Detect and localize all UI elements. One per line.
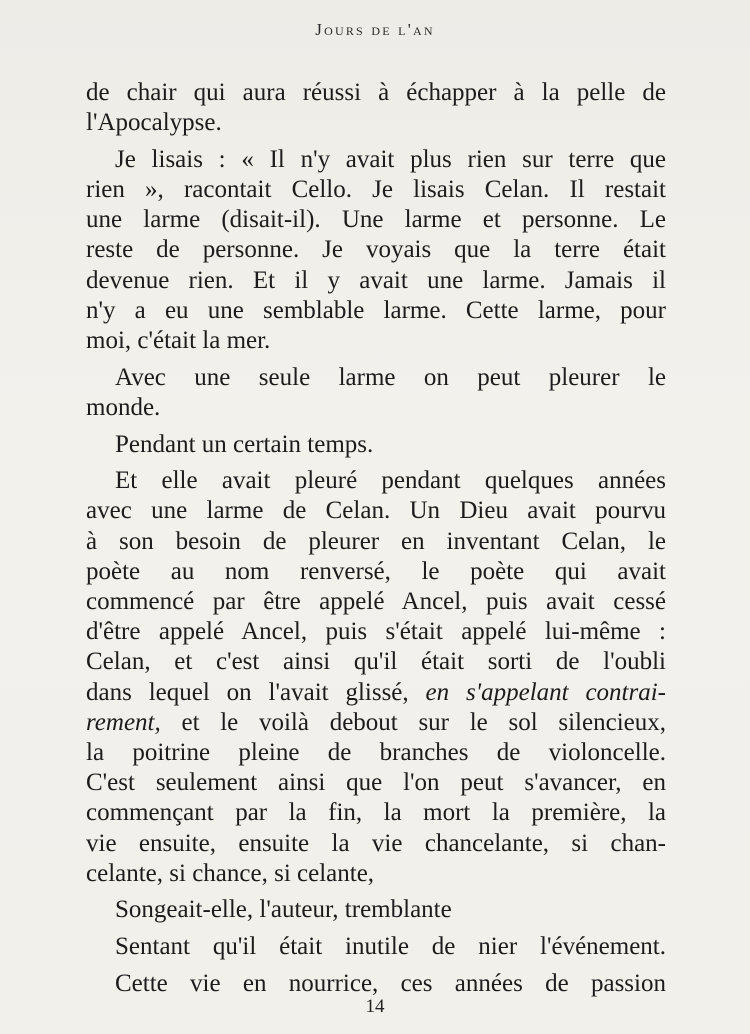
text-line: d'être appelé Ancel, puis s'était appelé lui-même : bbox=[86, 618, 666, 646]
text-segment: et le voilà debout sur le sol silencieux, bbox=[181, 708, 666, 736]
text-line: vie ensuite, ensuite la vie chancelante, si chan- bbox=[86, 829, 666, 857]
text-segment: dans lequel on l'avait glissé, bbox=[86, 678, 426, 706]
text-line: reste de personne. Je voyais que la terre était bbox=[86, 236, 666, 264]
text-line: n'y a eu une semblable larme. Cette larme, pour bbox=[86, 296, 666, 324]
text-line-mixed bbox=[86, 708, 666, 738]
text-line: celante, si chance, si celante, bbox=[86, 859, 375, 887]
running-head: Jours de l'an bbox=[315, 20, 435, 39]
text-line: Cette vie en nourrice, ces années de passion bbox=[115, 969, 666, 997]
body-text bbox=[86, 78, 666, 999]
text-line: Avec une seule larme on peut pleurer le bbox=[115, 363, 666, 391]
text-line: poète au nom renversé, le poète qui avait bbox=[86, 557, 666, 585]
text-line: Je lisais : « Il n'y avait plus rien sur terre que bbox=[115, 145, 666, 173]
text-line: Pendant un certain temps. bbox=[115, 430, 374, 458]
text-line: avec une larme de Celan. Un Dieu avait pourvu bbox=[86, 497, 666, 525]
text-line: moi, c'était la mer. bbox=[86, 327, 271, 354]
text-line: devenue rien. Et il y avait une larme. Jamais il bbox=[86, 266, 666, 294]
text-line: une larme (disait-il). Une larme et personne. Le bbox=[86, 206, 666, 234]
text-line: Et elle avait pleuré pendant quelques années bbox=[115, 467, 666, 495]
text-line: l'Apocalypse. bbox=[86, 109, 222, 137]
text-line: la poitrine pleine de branches de violoncelle. bbox=[86, 738, 666, 766]
text-line: rien », racontait Cello. Je lisais Celan. Il restait bbox=[86, 176, 666, 204]
text-line-mixed bbox=[86, 678, 666, 708]
text-line: commencé par être appelé Ancel, puis avait cessé bbox=[86, 588, 666, 615]
text-line: commençant par la fin, la mort la première, la bbox=[86, 799, 666, 827]
text-line: Songeait-elle, l'auteur, tremblante bbox=[115, 896, 452, 924]
text-line: de chair qui aura réussi à échapper à la pelle de bbox=[86, 79, 666, 106]
text-line: Celan, et c'est ainsi qu'il était sorti de l'oubli bbox=[86, 648, 666, 676]
text-line: C'est seulement ainsi que l'on peut s'avancer, en bbox=[86, 769, 666, 797]
italic-segment: rement, bbox=[86, 708, 161, 736]
text-line: monde. bbox=[86, 393, 161, 421]
page-number: 14 bbox=[365, 996, 385, 1017]
text-line: Sentant qu'il était inutile de nier l'événement. bbox=[115, 933, 666, 961]
italic-segment: en s'appelant contrai- bbox=[425, 678, 666, 706]
text-line: à son besoin de pleurer en inventant Celan, le bbox=[86, 527, 666, 555]
